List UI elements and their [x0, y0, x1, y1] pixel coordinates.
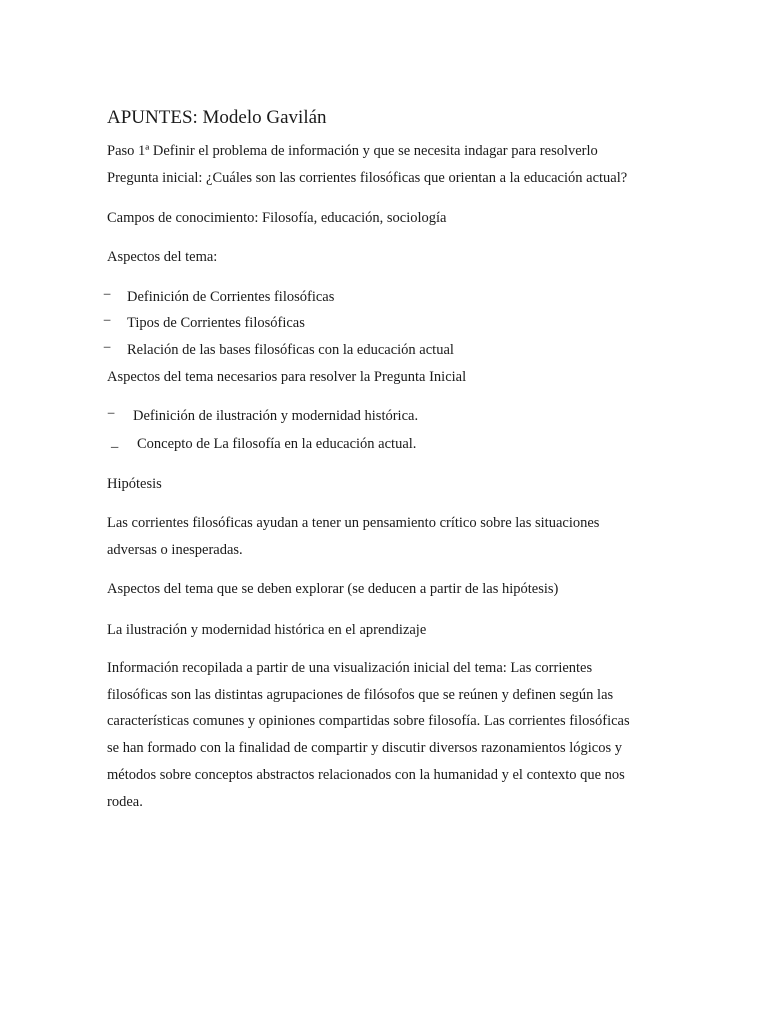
underscore-bullet-icon: _ — [111, 434, 119, 450]
informacion-line: métodos sobre conceptos abstractos relacionados con la humanidad y el contexto que nos — [107, 767, 625, 783]
dash-bullet-icon: − — [103, 287, 112, 303]
paso-line: Paso 1ª Definir el problema de información y que se necesita indagar para resolverlo — [107, 143, 598, 159]
list-item-text: Definición de Corrientes filosóficas — [127, 289, 335, 305]
informacion-line: Información recopilada a partir de una visualización inicial del tema: Las corrientes — [107, 660, 593, 676]
informacion-line: rodea. — [107, 794, 143, 810]
informacion-line: se han formado con la finalidad de compartir y discutir diversos razonamientos lógicos y — [107, 740, 623, 756]
list-item-text: Relación de las bases filosóficas con la educación actual — [127, 342, 454, 358]
informacion-line: características comunes y opiniones compartidas sobre filosofía. Las corrientes filosóficas — [107, 713, 630, 729]
explorar-heading: Aspectos del tema que se deben explorar (se deducen a partir de las hipótesis) — [107, 581, 559, 597]
dash-bullet-icon: − — [103, 313, 112, 329]
pregunta-inicial-line: Pregunta inicial: ¿Cuáles son las corrientes filosóficas que orientan a la educación actual? — [107, 170, 628, 186]
aspectos-necesarios-heading: Aspectos del tema necesarios para resolver la Pregunta Inicial — [107, 369, 467, 385]
campos-line: Campos de conocimiento: Filosofía, educación, sociología — [107, 210, 447, 226]
informacion-line: filosóficas son las distintas agrupaciones de filósofos que se reúnen y definen según las — [107, 687, 614, 703]
list-item-text: Concepto de La filosofía en la educación actual. — [137, 436, 417, 452]
dash-bullet-icon: − — [107, 406, 116, 422]
aspectos-heading: Aspectos del tema: — [107, 249, 218, 265]
list-item-text: Tipos de Corrientes filosóficas — [127, 315, 305, 331]
explorar-item: La ilustración y modernidad histórica en el aprendizaje — [107, 622, 427, 638]
hipotesis-line: Las corrientes filosóficas ayudan a tener un pensamiento crítico sobre las situaciones — [107, 515, 600, 531]
dash-bullet-icon: − — [103, 340, 112, 356]
list-item-text: Definición de ilustración y modernidad histórica. — [133, 408, 419, 424]
hipotesis-heading: Hipótesis — [107, 476, 162, 492]
document-title: APUNTES: Modelo Gavilán — [107, 107, 327, 128]
hipotesis-line: adversas o inesperadas. — [107, 542, 243, 558]
